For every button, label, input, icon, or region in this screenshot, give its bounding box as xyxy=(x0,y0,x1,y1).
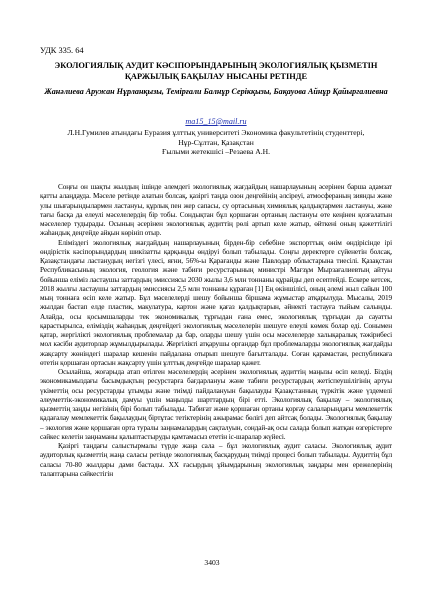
author-email-link[interactable]: ma15_15@mail.ru xyxy=(185,117,247,126)
article-body xyxy=(40,183,392,479)
article-title: ЭКОЛОГИЯЛЫҚ АУДИТ КӘСІПОРЫНДАРЫНЫҢ ЭКОЛОГИЯЛЫҚ ҚЫЗМЕТІН ҚАРЖЫЛЫҚ БАҚЫЛАУ НЫСАНЫ РЕТІНДЕ xyxy=(54,61,378,81)
body-paragraph: Қазіргі таңдағы салыстырмалы түрде жаңа сала – бұл экологиялық аудит саласы. Экологиялық аудит аудиторлық қызметтің жаңа саласы ретінде экологиялық басқарудың тиімді процесі болып табылады. Аудиттің бұл саласы 70-80 жылдары дами бастады. XX ғасырдың ұйымдарының экологиялық заңдары мен ережелерінің талаптарына сәйкестігін xyxy=(40,442,392,478)
affiliation-city: Нұр-Сұлтан, Қазақстан xyxy=(178,137,254,147)
udk-code: УДК 335. 64 xyxy=(40,46,84,55)
affiliation-supervisor: Ғылыми жетекшісі –Резаева А.Н. xyxy=(161,147,271,157)
body-paragraph: Еліміздегі экологиялық жағдайдың нашарлауының бірден-бір себебіне экспорттық өнім өндірісінде ірі өндірістік кәсіпорындардың шикізатты қарқынды өндіруі болып табылады. Соңғы деректерге сүйенетін болсақ, Қазақстандағы ластанудың негізгі үлесі, яғни, 56%-ы Қарағанды және Павлодар облыстарына тиесілі. Қазақстан Республикасының экология, геология және табиғи ресурстарының министрі Мағзұм Мырзағалиевтың айтуы бойынша еліміз ластаушы заттардың эмиссиясы 2030 жылы 3,6 млн тоннаны құрайды деп есептейді. Ескере кетсек, 2018 жылғы ластаушы заттардың эмиссиясы 2,5 млн тоннаны құраған [1] Ең өкіншілісі, оның әлемі жыл сайын 100 мың тоннаға өсіп келе жатыр. Бұл мәселелерді шешу бойынша біршама жұмыстар атқарылуда. Мысалы, 2019 жылдан бастап елде пластик, макулатура, картон және қағаз қалдықтарын, әйнекті тастауға тыйым салынды. Алайда, осы қосымшаларды тек экономикалық тұрғыдан ғана емес, экологиялық тұрғыдан да сауатты қарастырылса, еліміздің жаһандық деңгейдегі экологиялық мәселелерін шешуге елеулі көмек болар еді. Сонымен қатар, жергілікті экологиялық проблемалар да бар, оларды шешу үшін осы мәселелерде халықаралық тәжірибесі мол кәсіби аудиторлар жұмылдырылады. Жергілікті атқарушы органдар бұл проблемаларды экологиялық жағдайды жақсарту жөніндегі шаралар кешенін пайдалана отырып шешуге бағытталады. Соған қарамастан, республикаға өтетін қоршаған ортасын жақсарту үшін ұлттық деңгейде шаралар қажет. xyxy=(40,238,392,367)
affiliation-university: Л.Н.Гумилев атындағы Еуразия ұлттық университеті Экономика факультетінің студенттері, xyxy=(67,128,365,137)
page-number: 3403 xyxy=(204,558,220,567)
article-authors: Жанәлиева Аружан Нұрланқызы, Темірғали Балнұр Серікқызы, Бақауова Айнұр Қайыргалиевна xyxy=(44,87,388,96)
body-paragraph: Соңғы он шақты жылдың ішінде әлемдегі экологиялық жағдайдың нашарлауының әсерінен барша адамзат қатты алаңдауда. Мәселе ретінде алатын болсақ, қазіргі таңда озон деңгейінің әлсіреуі, атмосфераның зиянды және улы шығарындылармен ластануы, құрлық пен жер сапасы, су ортасының химиялық қалдықтармен ластануы, және тағы басқа да елеулі мәселелердің бір тобы. Сондықтан бұл қоршаған ортаның ластануы өте кеңінен қозғалатын мәселелер тудырады. Осының әсерінен экологиялық аудиттің рөлі артып келе жатыр, өйткені оның қажеттілігі жаһандық деңгейде айқын көрініп отыр. xyxy=(40,183,392,238)
author-affiliation xyxy=(40,128,392,157)
body-paragraph: Осылайша, жоғарыда атап өтілген мәселелердің әсерінен экологиялық аудиттің маңызы өсіп келеді. Біздің экономикамыздағы басымдықтың ресурстарға бағдарлануы және табиғи ресурстардың жетіспеушілігінің артуы үкіметтің осы ресурстарды ұтымды және тиімді пайдалануын бақылауды Қазақстанның түркітік және үздемелі әлеуметтік-экономикалық дамуы үшін маңызды шарттардың бірі етті. Экологиялық бақылау – экологиялық қызметтің заңды негізінің бірі болып табылады. Табиғат және қоршаған ортаны қорғау салаларындағы мемлекеттік қадағалау мемлекеттік бақылаудың біртұтас тетіктерінің ажырамас бөлігі деп айтсақ болады. Экологиялық бақылау – экология және қоршаған орта туралы заңнамалардың сақталуын, сондай-ақ осы салада болып жатқан өзгерістерге сәйкес келетін заңнаманы қалыптастыруды қамтамасыз ететін іс-шаралар жүйесі. xyxy=(40,368,392,441)
